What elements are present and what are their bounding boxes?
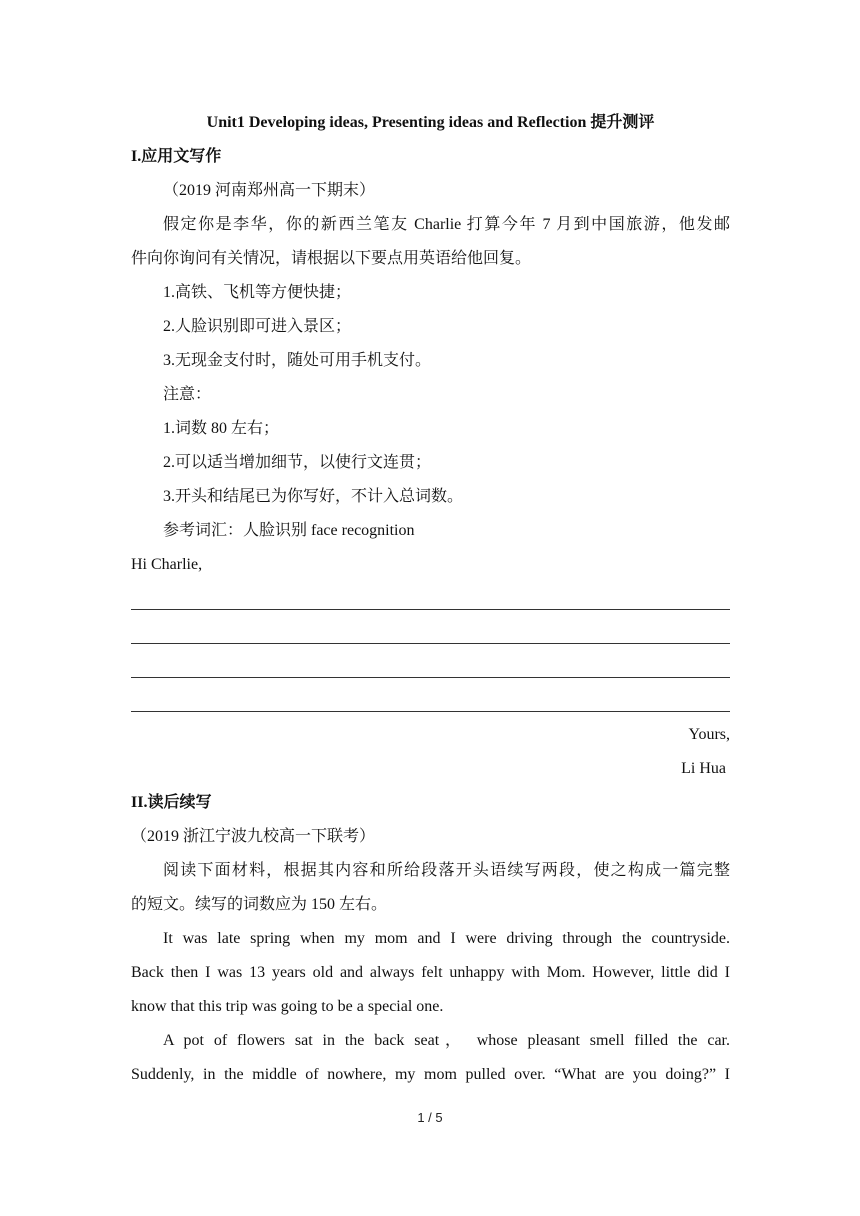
section-source: （2019 河南郑州高一下期末） [163, 182, 376, 199]
note-item: 3.开头和结尾已为你写好，不计入总词数。 [163, 488, 464, 505]
requirement-point: 2.人脸识别即可进入景区； [163, 318, 352, 335]
underline-rule [131, 609, 730, 610]
answer-blank-line[interactable] [131, 582, 730, 616]
prompt-text-line: 件向你询问有关情况，请根据以下要点用英语给他回复。 [131, 250, 532, 267]
document-body [131, 106, 730, 1092]
requirement-point: 1.高铁、飞机等方便快捷； [163, 284, 352, 301]
letter-greeting: Hi Charlie, [131, 556, 203, 573]
answer-blank-line[interactable] [131, 650, 730, 684]
note-item: 1.词数 80 左右； [163, 420, 280, 437]
answer-blank-line[interactable] [131, 616, 730, 650]
page-number: 1 / 5 [417, 1110, 443, 1125]
instruction-text-line: 阅读下面材料，根据其内容和所给段落开头语续写两段，使之构成一篇完整 [163, 862, 730, 879]
section-source: （2019 浙江宁波九校高一下联考） [131, 828, 376, 845]
requirement-point: 3.无现金支付时，随处可用手机支付。 [163, 352, 432, 369]
letter-closing: Yours, [688, 726, 730, 743]
answer-blank-line[interactable] [131, 684, 730, 718]
vocabulary-hint: 参考词汇：人脸识别 face recognition [163, 522, 415, 539]
underline-rule [131, 711, 730, 712]
passage-text-line: Suddenly, in the middle of nowhere, my mom pulled over. “What are you doing?” I [131, 1066, 730, 1083]
passage-text-line: Back then I was 13 years old and always felt unhappy with Mom. However, little did I [131, 964, 730, 981]
underline-rule [131, 677, 730, 678]
note-item: 2.可以适当增加细节，以使行文连贯； [163, 454, 432, 471]
underline-rule [131, 643, 730, 644]
document-title: Unit1 Developing ideas, Presenting ideas and Reflection 提升测评 [206, 114, 655, 131]
instruction-text-line: 的短文。续写的词数应为 150 左右。 [131, 896, 388, 913]
notes-heading: 注意： [163, 386, 212, 403]
prompt-text-line: 假定你是李华，你的新西兰笔友 Charlie 打算今年 7 月到中国旅游，他发邮 [163, 216, 730, 233]
passage-text-line: It was late spring when my mom and I were driving through the countryside. [163, 930, 730, 947]
letter-signature: Li Hua [681, 760, 726, 777]
passage-text-line: know that this trip was going to be a special one. [131, 998, 444, 1015]
section-heading-writing: I.应用文写作 [131, 148, 222, 165]
passage-text-line: A pot of flowers sat in the back seat， whose pleasant smell filled the car. [163, 1032, 730, 1049]
section-heading-continuation: II.读后续写 [131, 794, 212, 811]
